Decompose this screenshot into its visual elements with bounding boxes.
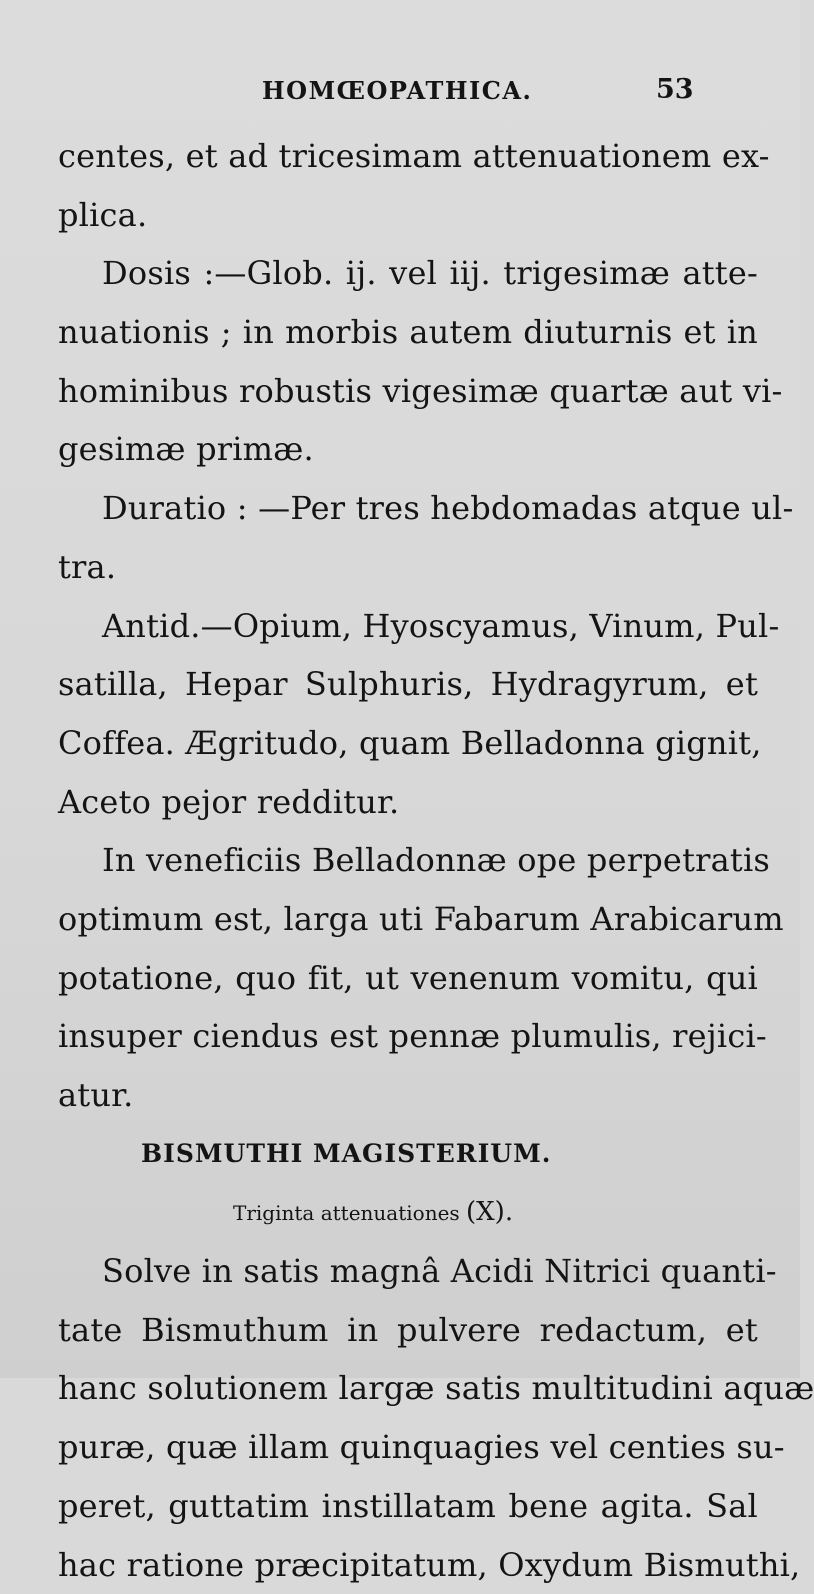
text-line: tra. <box>58 538 758 597</box>
text-line: centes, et ad tricesimam attenuationem ex- <box>58 127 758 186</box>
text-line: gesimæ primæ. <box>58 420 758 479</box>
subheading-text: Triginta attenuationes <box>233 1201 460 1225</box>
text-line: hanc solutionem largæ satis multitudini aquæ <box>58 1359 758 1418</box>
text-line: atur. <box>58 1066 758 1125</box>
text-line: Coffea. Ægritudo, quam Belladonna gignit, <box>58 714 758 773</box>
text-line: optimum est, larga uti Fabarum Arabicarum <box>58 890 758 949</box>
section-subheading <box>58 1183 758 1242</box>
text-line: Dosis :—Glob. ij. vel iij. trigesimæ atte- <box>58 244 758 303</box>
running-title: HOMŒOPATHICA. <box>262 76 532 105</box>
page-number: 53 <box>656 74 694 105</box>
text-line: nuationis ; in morbis autem diuturnis et in <box>58 303 758 362</box>
section-heading: BISMUTHI MAGISTERIUM. <box>58 1125 758 1184</box>
body-text <box>58 127 758 1594</box>
text-line: hominibus robustis vigesimæ quartæ aut vi- <box>58 362 758 421</box>
text-line: insuper ciendus est pennæ plumulis, rejici- <box>58 1007 758 1066</box>
text-line: Duratio : —Per tres hebdomadas atque ul- <box>58 479 758 538</box>
text-line: In veneficiis Belladonnæ ope perpetratis <box>58 831 758 890</box>
subheading-mark: (X). <box>466 1197 513 1227</box>
text-line: Antid.—Opium, Hyoscyamus, Vinum, Pul- <box>58 597 758 656</box>
text-line: satilla, Hepar Sulphuris, Hydragyrum, et <box>58 655 758 714</box>
text-line: tate Bismuthum in pulvere redactum, et <box>58 1301 758 1360</box>
text-line: Solve in satis magnâ Acidi Nitrici quanti- <box>58 1242 758 1301</box>
text-line: Aceto pejor redditur. <box>58 773 758 832</box>
text-line: puræ, quæ illam quinquagies vel centies su- <box>58 1418 758 1477</box>
text-line: potatione, quo fit, ut venenum vomitu, qui <box>58 949 758 1008</box>
text-line: plica. <box>58 186 758 245</box>
text-line: hac ratione præcipitatum, Oxydum Bismuthi, <box>58 1536 758 1594</box>
page-header <box>0 76 800 116</box>
text-line: peret, guttatim instillatam bene agita. Sal <box>58 1477 758 1536</box>
